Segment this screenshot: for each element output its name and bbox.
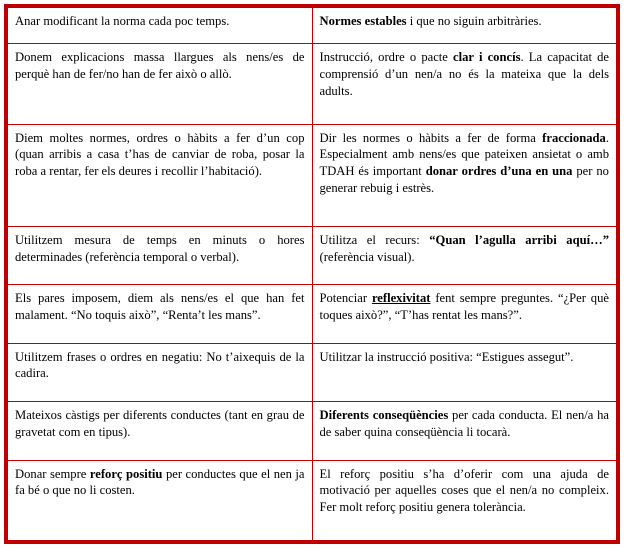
table-row — [8, 460, 616, 540]
table-row — [8, 227, 616, 285]
row-7-left-cell — [8, 460, 312, 540]
row-0-right-cell — [312, 8, 616, 44]
row-4-right-cell — [312, 285, 616, 343]
row-6-right-cell — [312, 402, 616, 460]
row-6-left-cell — [8, 402, 312, 460]
row-1-right-cell — [312, 44, 616, 124]
row-2-right-cell — [312, 124, 616, 226]
row-7-right-cell — [312, 460, 616, 540]
row-3-right-text: Utilitza el recurs: “Quan l’agulla arribi aquí…” (referència visual). — [319, 233, 609, 264]
row-0-left-cell — [8, 8, 312, 44]
row-5-left-text: Utilitzem frases o ordres en negatiu: No t’aixequis de la cadira. — [15, 349, 305, 381]
row-0-right-text: Normes estables i que no siguin arbitràries. — [319, 14, 542, 28]
row-4-left-text: Els pares imposem, diem als nens/es el que han fet malament. “No toquis això”, “Renta’t les mans”. — [15, 291, 305, 323]
row-5-right-cell — [312, 343, 616, 401]
comparison-table-frame — [4, 4, 620, 544]
row-7-right-text: El reforç positiu s’ha d’oferir com una ajuda de motivació per aquelles coses que el nen/a no compleix. Fer molt reforç positiu genera tolerància. — [319, 466, 609, 514]
row-2-right-text: Dir les normes o hàbits a fer de forma fraccionada. Especialment amb nens/es que pateixen ansietat o amb TDAH és important donar ordres d’una en una per no generar rebuig i estrès. — [319, 130, 609, 195]
table-row — [8, 124, 616, 226]
table-row — [8, 8, 616, 44]
table-body — [8, 8, 616, 540]
row-1-right-text: Instrucció, ordre o pacte clar i concís. La capacitat de comprensió d’un nen/a no és la mateixa que la dels adults. — [319, 50, 609, 98]
comparison-table — [8, 8, 616, 540]
row-3-right-cell — [312, 227, 616, 285]
table-row — [8, 343, 616, 401]
row-1-left-cell — [8, 44, 312, 124]
row-6-left-text: Mateixos càstigs per diferents conductes (tant en grau de gravetat com en tipus). — [15, 408, 305, 439]
row-3-left-cell — [8, 227, 312, 285]
row-2-left-cell — [8, 124, 312, 226]
row-4-left-cell — [8, 285, 312, 343]
row-5-right-text: Utilitzar la instrucció positiva: “Estigues assegut”. — [319, 349, 574, 364]
row-3-left-text: Utilitzem mesura de temps en minuts o hores determinades (referència temporal o verbal). — [15, 233, 305, 264]
table-row — [8, 285, 616, 343]
row-4-right-text: Potenciar reflexivitat fent sempre preguntes. “¿Per què toques això?”, “T’has rentat les mans?”. — [319, 291, 609, 323]
row-7-left-text: Donar sempre reforç positiu per conductes que el nen ja fa bé o que no li costen. — [15, 466, 305, 498]
row-6-right-text: Diferents conseqüències per cada conducta. El nen/a ha de saber quina conseqüència li tocarà. — [319, 408, 609, 439]
row-5-left-cell — [8, 343, 312, 401]
row-2-left-text: Diem moltes normes, ordres o hàbits a fer d’un cop (quan arribis a casa t’has de canviar de roba, posar la roba a rentar, fer els deures i recollir l’habitació). — [15, 130, 305, 178]
table-row — [8, 402, 616, 460]
table-row — [8, 44, 616, 124]
row-0-left-text: Anar modificant la norma cada poc temps. — [15, 14, 230, 28]
row-1-left-text: Donem explicacions massa llargues als nens/es de perquè han de fer/no han de fer això o allò. — [15, 50, 305, 81]
